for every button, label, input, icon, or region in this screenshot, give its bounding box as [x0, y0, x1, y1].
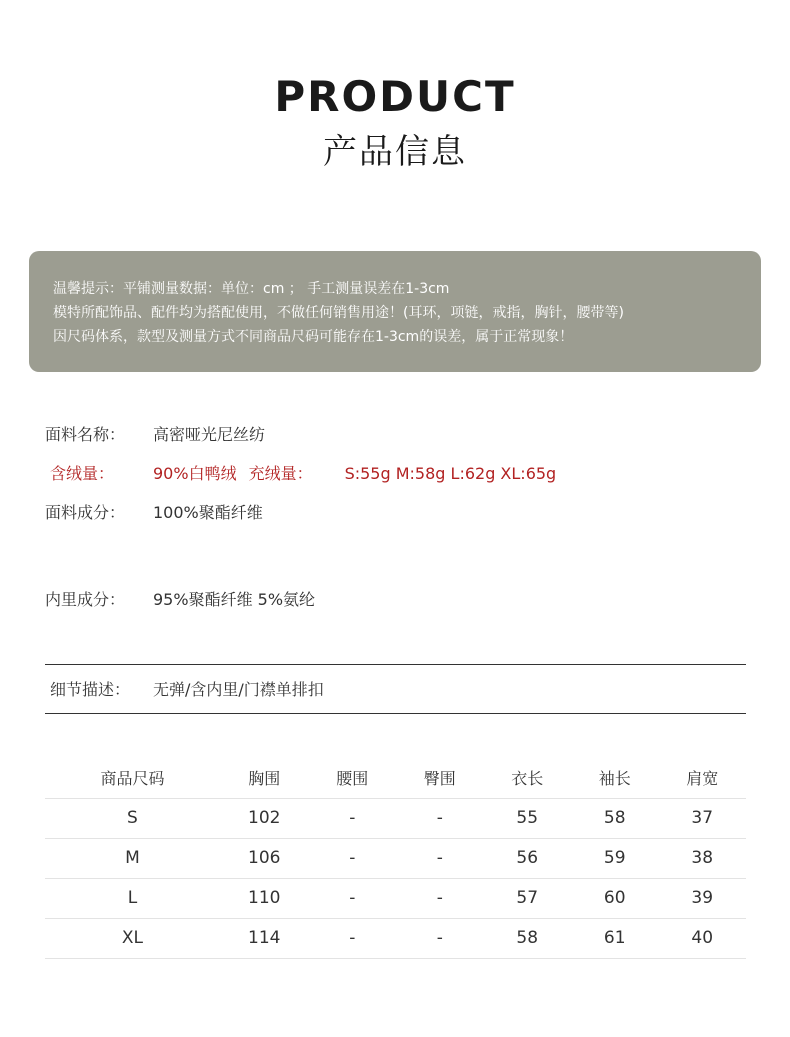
table-cell: -	[309, 918, 396, 958]
table-cell: 55	[484, 798, 571, 838]
column-header: 商品尺码	[45, 758, 220, 798]
column-header: 臀围	[396, 758, 483, 798]
table-cell: 37	[658, 798, 746, 838]
table-cell: 58	[484, 918, 571, 958]
table-cell: 56	[484, 838, 571, 878]
table-cell: -	[396, 798, 483, 838]
spec-label: 充绒量：	[248, 464, 313, 483]
column-header: 袖长	[571, 758, 658, 798]
column-header: 肩宽	[658, 758, 746, 798]
spec-fabric-composition	[45, 500, 263, 523]
page-title-cn: 产品信息	[323, 132, 467, 172]
notice-line: 因尺码体系，款型及测量方式不同商品尺码可能存在1-3cm的误差，属于正常现象！	[53, 329, 574, 345]
table-cell: 39	[658, 878, 746, 918]
spec-value: S:55g M:58g L:62g XL:65g	[344, 464, 557, 483]
table-cell: 102	[220, 798, 309, 838]
table-cell: -	[396, 918, 483, 958]
table-cell: XL	[45, 918, 220, 958]
spec-fabric-name	[45, 422, 265, 445]
column-header: 腰围	[309, 758, 396, 798]
table-header-row	[45, 758, 746, 798]
table-cell: 40	[658, 918, 746, 958]
spec-label: 内里成分：	[45, 590, 126, 609]
spec-value: 无弹/含内里/门襟单排扣	[153, 680, 324, 699]
notice-box	[29, 251, 761, 372]
spec-value: 90%白鸭绒	[153, 464, 237, 483]
table-cell: 110	[220, 878, 309, 918]
table-cell: -	[396, 838, 483, 878]
notice-line: 模特所配饰品、配件均为搭配使用，不做任何销售用途！(耳环，项链，戒指，胸针，腰带等)	[53, 305, 624, 321]
table-cell: -	[309, 798, 396, 838]
table-cell: S	[45, 798, 220, 838]
table-cell: 114	[220, 918, 309, 958]
spec-label: 含绒量：	[50, 464, 115, 483]
spec-value: 100%聚酯纤维	[153, 503, 263, 522]
divider	[45, 664, 746, 665]
table-row	[45, 798, 746, 838]
table-cell: -	[309, 838, 396, 878]
table-row	[45, 838, 746, 878]
spec-lining-composition	[45, 587, 315, 610]
table-cell: 106	[220, 838, 309, 878]
spec-detail	[50, 677, 324, 700]
table-cell: M	[45, 838, 220, 878]
spec-label: 细节描述：	[50, 680, 131, 699]
table-cell: 59	[571, 838, 658, 878]
spec-down-content	[50, 461, 556, 484]
size-table	[45, 758, 746, 959]
spec-label: 面料名称：	[45, 425, 126, 444]
table-cell: 58	[571, 798, 658, 838]
table-cell: 38	[658, 838, 746, 878]
table-cell: 57	[484, 878, 571, 918]
table-cell: 61	[571, 918, 658, 958]
column-header: 衣长	[484, 758, 571, 798]
table-cell: L	[45, 878, 220, 918]
spec-label: 面料成分：	[45, 503, 126, 522]
spec-value: 95%聚酯纤维 5%氨纶	[153, 590, 316, 609]
page-title-en: PRODUCT	[274, 72, 516, 121]
table-cell: -	[396, 878, 483, 918]
notice-line: 温馨提示：平铺测量数据：单位：cm ； 手工测量误差在1-3cm	[53, 281, 450, 297]
column-header: 胸围	[220, 758, 309, 798]
table-cell: 60	[571, 878, 658, 918]
divider	[45, 713, 746, 714]
spec-value: 高密哑光尼丝纺	[153, 425, 266, 444]
table-row	[45, 918, 746, 958]
table-row	[45, 878, 746, 918]
table-cell: -	[309, 878, 396, 918]
